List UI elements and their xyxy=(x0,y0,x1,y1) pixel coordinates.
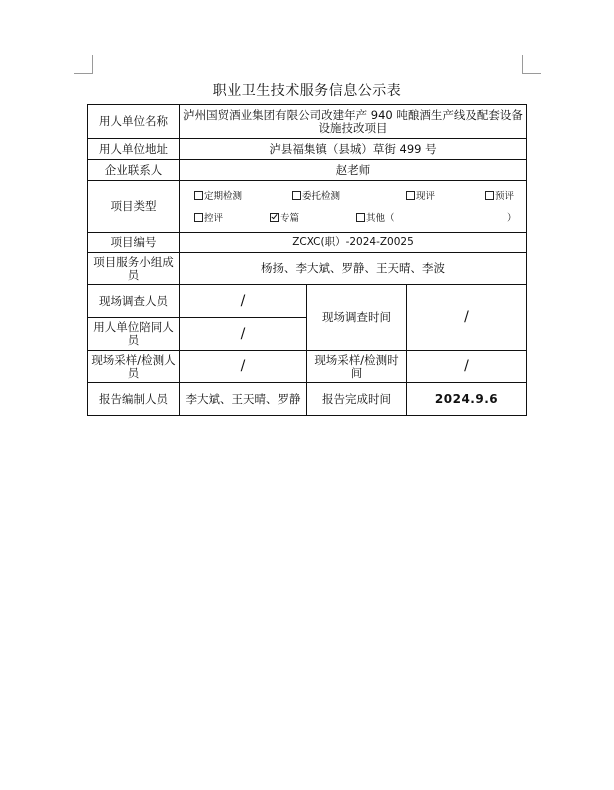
option-other[interactable]: 其他（ xyxy=(356,212,395,225)
employer-name-label: 用人单位名称 xyxy=(88,105,180,139)
row-survey xyxy=(88,285,527,318)
survey-time-value: / xyxy=(407,285,527,351)
escort-label: 用人单位陪同人员 xyxy=(88,318,180,351)
survey-staff-value: / xyxy=(180,285,307,318)
row-team xyxy=(88,253,527,285)
row-contact xyxy=(88,160,527,181)
row-project-no xyxy=(88,233,527,253)
option-other-close: ） xyxy=(507,212,517,224)
checkbox-icon xyxy=(292,191,301,200)
row-report xyxy=(88,383,527,416)
document-title: 职业卫生技术服务信息公示表 xyxy=(212,83,402,99)
checkbox-icon xyxy=(194,213,203,222)
survey-staff-label: 现场调查人员 xyxy=(88,285,180,318)
employer-name-value: 泸州国贸酒业集团有限公司改建年产 940 吨酿酒生产线及配套设备设施技改项目 xyxy=(180,105,527,139)
team-value: 杨扬、李大斌、罗静、王天晴、李波 xyxy=(180,253,527,285)
sampling-time-value: / xyxy=(407,351,527,383)
option-periodic-detection[interactable]: 定期检测 xyxy=(194,190,242,203)
row-employer-address xyxy=(88,139,527,160)
row-project-type xyxy=(88,181,527,233)
contact-value: 赵老师 xyxy=(180,160,527,181)
project-no-value: ZCXC(职）-2024-Z0025 xyxy=(180,233,527,253)
info-table xyxy=(87,104,527,416)
sampling-staff-value: / xyxy=(180,351,307,383)
survey-time-label: 现场调查时间 xyxy=(307,285,407,351)
option-status-evaluation[interactable]: 现评 xyxy=(406,190,435,203)
report-author-value: 李大斌、王天晴、罗静 xyxy=(180,383,307,416)
checkbox-checked-icon xyxy=(270,213,279,222)
option-control-evaluation[interactable]: 控评 xyxy=(194,212,223,225)
option-entrusted-detection[interactable]: 委托检测 xyxy=(292,190,340,203)
report-done-value: 2024.9.6 xyxy=(407,383,527,416)
crop-mark-top-left xyxy=(74,55,93,74)
checkbox-icon xyxy=(406,191,415,200)
team-label: 项目服务小组成员 xyxy=(88,253,180,285)
report-author-label: 报告编制人员 xyxy=(88,383,180,416)
sampling-time-label: 现场采样/检测时间 xyxy=(307,351,407,383)
row-employer-name xyxy=(88,105,527,139)
contact-label: 企业联系人 xyxy=(88,160,180,181)
row-sampling xyxy=(88,351,527,383)
sampling-staff-label: 现场采样/检测人员 xyxy=(88,351,180,383)
report-done-label: 报告完成时间 xyxy=(307,383,407,416)
checkbox-icon xyxy=(194,191,203,200)
option-pre-evaluation[interactable]: 预评 xyxy=(485,190,514,203)
checkbox-icon xyxy=(485,191,494,200)
checkbox-icon xyxy=(356,213,365,222)
escort-value: / xyxy=(180,318,307,351)
project-type-options xyxy=(180,181,527,233)
employer-address-label: 用人单位地址 xyxy=(88,139,180,160)
project-type-label: 项目类型 xyxy=(88,181,180,233)
option-special-chapter[interactable]: 专篇 xyxy=(270,212,299,225)
employer-address-value: 泸县福集镇（县城）草街 499 号 xyxy=(180,139,527,160)
project-no-label: 项目编号 xyxy=(88,233,180,253)
crop-mark-top-right xyxy=(522,55,541,74)
